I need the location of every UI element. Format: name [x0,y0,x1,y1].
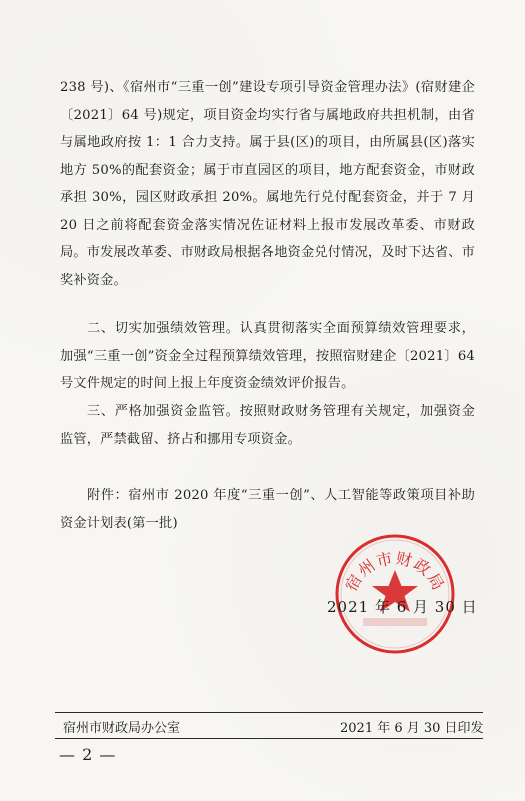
footer-issuer: 宿州市财政局办公室 [63,721,181,736]
body-paragraph-2: 二、切实加强绩效管理。认真贯彻落实全面预算绩效管理要求，加强“三重一创”资金全过程预算绩效管理，按照宿财建企〔2021〕64 号文件规定的时间上报上年度资金绩效评价报告。 [60,321,475,391]
seal-text: 宿州市财政局 [341,548,449,595]
body-paragraph-1: 238 号)、《宿州市“三重一创”建设专项引导资金管理办法》(宿财建企〔2021〕64 号)规定，项目资金均实行省与属地政府共担机制，由省与属地政府按 1：1 合力支持。属于县(区)的项目，由所属县(区)落实地方 50%的配套资金；属于市直园区的项目，地方配套资金，市财政承担 30%，园区财政承担 20%。属地先行兑付配套资金，并于 7 月 20 日之前将配套资金落实情况佐证材料上报市发展改革委、市财政局。市发展改革委、市财政局根据各地资金兑付情况，及时下达省、市奖补资金。 [60,80,476,288]
document-date: 2021 年 6 月 30 日 [327,598,478,616]
footer-top-divider [55,712,483,713]
footer-bottom-divider [55,738,483,739]
page-number: — 2 — [59,745,117,764]
footer-print-date: 2021 年 6 月 30 日印发 [340,721,484,736]
attachment-note: 附件：宿州市 2020 年度“三重一创”、人工智能等政策项目补助资金计划表(第一批) [60,488,475,531]
body-paragraph-3: 三、严格加强资金监管。按照财政财务管理有关规定，加强资金监管，严禁截留、挤占和挪用专项资金。 [60,404,475,447]
official-seal [329,528,461,660]
